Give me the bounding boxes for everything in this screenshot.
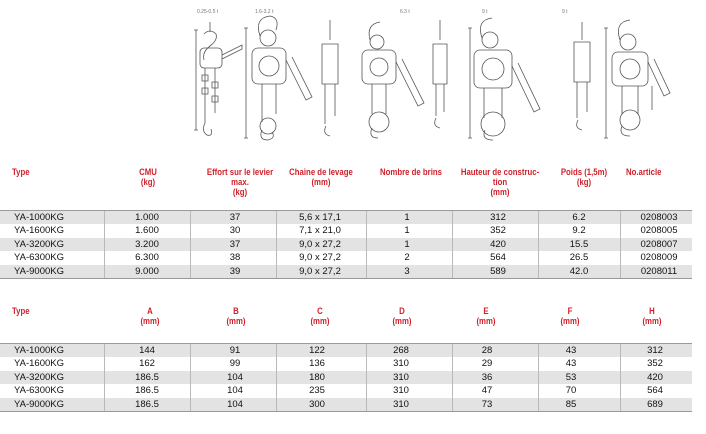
column-divider (190, 357, 191, 370)
column-divider (104, 224, 105, 237)
table-cell: YA-1600KG (14, 358, 64, 370)
column-divider (190, 398, 191, 411)
column-divider (104, 211, 105, 224)
table-cell: YA-1000KG (14, 212, 64, 223)
table-cell: 2 (404, 252, 410, 264)
table-cell: 30 (229, 225, 241, 237)
table-cell: 186.5 (135, 385, 159, 397)
table-cell: 186.5 (135, 371, 159, 383)
table-cell: 43 (565, 345, 577, 356)
table-cell: 9,0 x 27,2 (299, 265, 341, 277)
column-divider (104, 344, 105, 357)
table-cell: 1.000 (135, 212, 159, 223)
column-divider (104, 238, 105, 251)
drawing-2 (244, 9, 338, 140)
table-cell: 180 (309, 371, 325, 383)
column-divider (620, 224, 621, 237)
drawing-4 (468, 9, 540, 140)
table-cell: 99 (229, 358, 241, 370)
header-c: C (mm) (310, 306, 330, 327)
specifications-header (0, 168, 692, 210)
column-divider (276, 371, 277, 384)
table-cell: 186.5 (135, 398, 159, 410)
column-divider (190, 265, 191, 278)
table-cell: 39 (229, 265, 241, 277)
table-row (0, 384, 692, 397)
table-cell: 310 (393, 398, 409, 410)
table-cell: 310 (393, 385, 409, 397)
table-cell: 564 (647, 385, 663, 397)
table-cell: 9.000 (135, 265, 159, 277)
column-divider (538, 251, 539, 264)
table-cell: 268 (393, 345, 409, 356)
header-type: Type (12, 167, 30, 178)
drawing-label-1: 0.25-0.5 t (197, 9, 219, 15)
lever-hoist-drawings (0, 0, 706, 160)
table-cell: 564 (490, 252, 506, 264)
column-divider (620, 211, 621, 224)
table-cell: YA-3200KG (14, 238, 64, 250)
table-cell: 104 (227, 385, 243, 397)
table-cell: 0208003 (640, 212, 678, 223)
column-divider (190, 344, 191, 357)
column-divider (452, 224, 453, 237)
table-cell: 122 (309, 345, 325, 356)
column-divider (104, 265, 105, 278)
table-cell: YA-9000KG (14, 398, 64, 410)
table-cell: 0208009 (640, 252, 678, 264)
header-hauteur: Hauteur de construc- tion (mm) (460, 167, 540, 198)
table-cell: 104 (227, 371, 243, 383)
table-cell: YA-6300KG (14, 252, 64, 264)
drawing-label-4: 9 t (482, 9, 488, 15)
table-cell: 144 (139, 345, 155, 356)
table-cell: 310 (393, 371, 409, 383)
column-divider (620, 238, 621, 251)
drawing-label-3: 6.3 t (400, 9, 410, 15)
drawing-5 (562, 9, 670, 138)
table-cell: YA-9000KG (14, 265, 64, 277)
table-cell: 3.200 (135, 238, 159, 250)
table-cell: 28 (481, 345, 493, 356)
table-cell: 7,1 x 21,0 (299, 225, 341, 237)
table-cell: YA-6300KG (14, 385, 64, 397)
column-divider (190, 251, 191, 264)
header-effort: Effort sur le levier max. (kg) (206, 167, 274, 198)
table-cell: 312 (490, 212, 506, 223)
column-divider (452, 211, 453, 224)
specifications-rows (0, 210, 692, 279)
column-divider (452, 238, 453, 251)
table-cell: 104 (227, 398, 243, 410)
table-row (0, 251, 692, 264)
column-divider (276, 398, 277, 411)
column-divider (190, 384, 191, 397)
table-cell: 15.5 (569, 238, 589, 250)
column-divider (538, 238, 539, 251)
column-divider (452, 251, 453, 264)
column-divider (104, 251, 105, 264)
table-cell: 312 (647, 345, 663, 356)
column-divider (104, 398, 105, 411)
drawing-label-5: 9 t (562, 9, 568, 15)
table-cell: 1 (404, 238, 410, 250)
column-divider (276, 238, 277, 251)
table-cell: 43 (565, 358, 577, 370)
table-cell: 29 (481, 358, 493, 370)
specifications-table (0, 168, 692, 279)
table-row (0, 343, 692, 357)
table-cell: 1 (404, 212, 410, 223)
column-divider (276, 357, 277, 370)
dimensions-header (0, 307, 692, 343)
table-cell: 6.2 (572, 212, 586, 223)
column-divider (538, 265, 539, 278)
column-divider (276, 224, 277, 237)
column-divider (366, 238, 367, 251)
header-b: B (mm) (226, 306, 246, 327)
table-row (0, 210, 692, 224)
table-cell: 26.5 (569, 252, 589, 264)
table-cell: 85 (565, 398, 577, 410)
table-cell: 37 (229, 212, 241, 223)
header-d: D (mm) (392, 306, 412, 327)
column-divider (104, 357, 105, 370)
table-cell: 53 (565, 371, 577, 383)
column-divider (366, 224, 367, 237)
column-divider (276, 265, 277, 278)
column-divider (538, 211, 539, 224)
table-cell: 352 (490, 225, 506, 237)
table-cell: 91 (229, 345, 241, 356)
header-brins: Nombre de brins (380, 167, 442, 178)
column-divider (620, 251, 621, 264)
table-cell: 9,0 x 27,2 (299, 252, 341, 264)
header-chaine: Chaine de levage (mm) (289, 167, 353, 188)
table-cell: 420 (647, 371, 663, 383)
drawing-1 (194, 9, 242, 135)
column-divider (190, 238, 191, 251)
table-cell: 47 (481, 385, 493, 397)
table-cell: 73 (481, 398, 493, 410)
column-divider (538, 224, 539, 237)
table-cell: 1.600 (135, 225, 159, 237)
table-cell: 136 (309, 358, 325, 370)
drawing-3 (362, 9, 447, 138)
table-cell: 38 (229, 252, 241, 264)
column-divider (190, 224, 191, 237)
table-row (0, 265, 692, 279)
table-cell: 9,0 x 27,2 (299, 238, 341, 250)
column-divider (366, 265, 367, 278)
dimensions-table (0, 307, 692, 412)
table-cell: 352 (647, 358, 663, 370)
column-divider (366, 251, 367, 264)
column-divider (190, 371, 191, 384)
table-cell: 5,6 x 17,1 (299, 212, 341, 223)
column-divider (104, 371, 105, 384)
table-cell: 1 (404, 225, 410, 237)
header-article: No.article (626, 167, 662, 178)
dimensions-rows (0, 343, 692, 412)
header-a: A (mm) (140, 306, 160, 327)
table-cell: 37 (229, 238, 241, 250)
table-cell: 235 (309, 385, 325, 397)
table-cell: 162 (139, 358, 155, 370)
table-cell: 589 (490, 265, 506, 277)
table-row (0, 224, 692, 237)
table-cell: 689 (647, 398, 663, 410)
table-cell: YA-1600KG (14, 225, 64, 237)
table-cell: 420 (490, 238, 506, 250)
drawing-label-2: 1.6-3.2 t (255, 9, 274, 15)
table-cell: 0208007 (640, 238, 678, 250)
table-row (0, 398, 692, 412)
column-divider (104, 384, 105, 397)
table-cell: 6.300 (135, 252, 159, 264)
table-cell: 36 (481, 371, 493, 383)
header-poids: Poids (1,5m) (kg) (560, 167, 608, 188)
header-f: F (mm) (560, 306, 580, 327)
table-row (0, 371, 692, 384)
table-cell: 300 (309, 398, 325, 410)
table-cell: 0208011 (640, 265, 678, 277)
header-cmu: CMU (kg) (139, 167, 157, 188)
column-divider (366, 211, 367, 224)
table-cell: 42.0 (569, 265, 589, 277)
table-cell: 70 (565, 385, 577, 397)
column-divider (190, 211, 191, 224)
table-cell: YA-1000KG (14, 345, 64, 356)
header-h: H (mm) (642, 306, 662, 327)
table-row (0, 357, 692, 370)
table-cell: 9.2 (572, 225, 586, 237)
table-cell: 310 (393, 358, 409, 370)
header-e: E (mm) (476, 306, 496, 327)
column-divider (620, 265, 621, 278)
technical-drawings (0, 0, 706, 160)
column-divider (276, 211, 277, 224)
table-cell: 3 (404, 265, 410, 277)
column-divider (276, 344, 277, 357)
header-type: Type (12, 306, 30, 317)
table-cell: YA-3200KG (14, 371, 64, 383)
column-divider (276, 251, 277, 264)
table-row (0, 238, 692, 251)
table-cell: 0208005 (640, 225, 678, 237)
column-divider (452, 265, 453, 278)
column-divider (276, 384, 277, 397)
